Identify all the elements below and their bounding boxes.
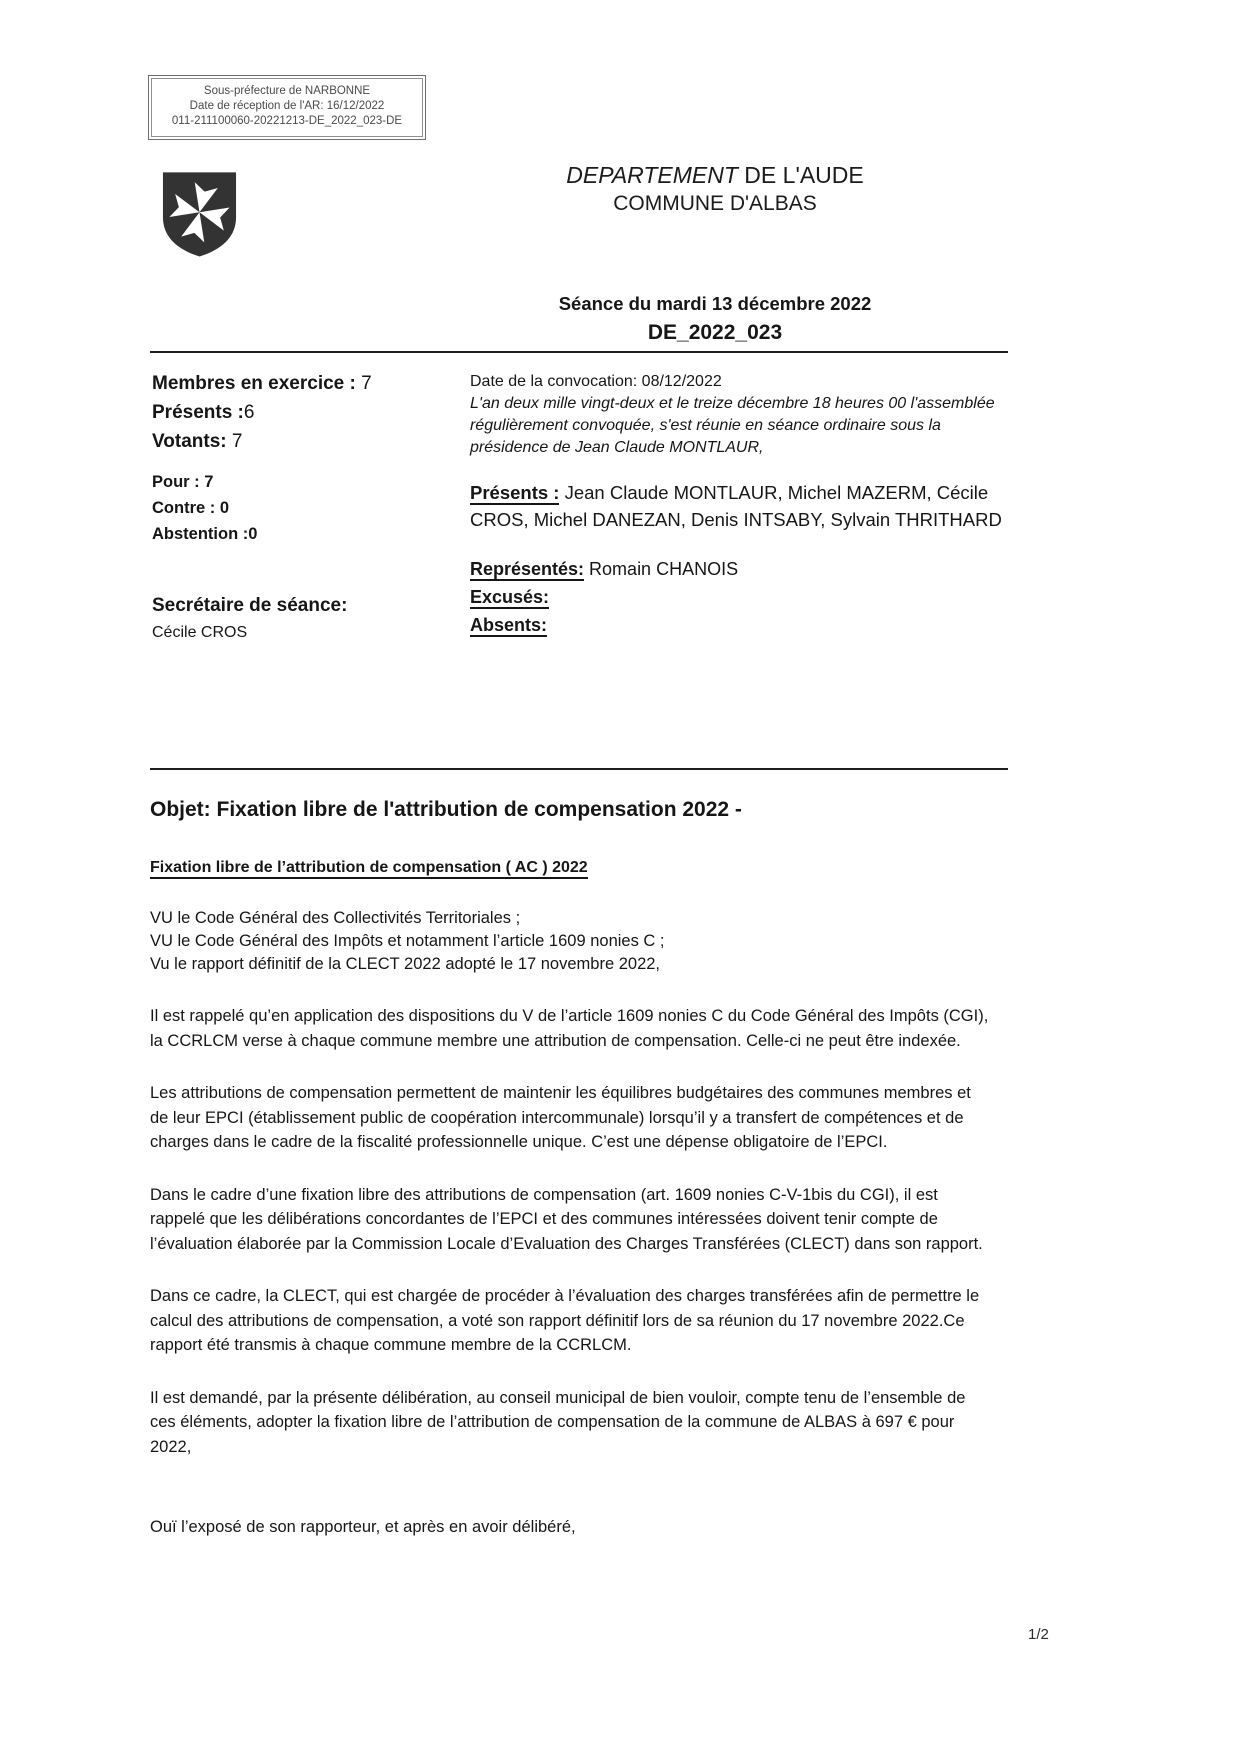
vu-line: Vu le rapport définitif de la CLECT 2022 adopté le 17 novembre 2022, xyxy=(150,955,661,973)
subject-subtitle: Fixation libre de l’attribution de compensation ( AC ) 2022 xyxy=(150,859,1022,877)
present-count: Présents :6 xyxy=(152,402,255,423)
vu-line: VU le Code Général des Collectivités Territoriales ; xyxy=(150,909,521,927)
deliberation-body xyxy=(150,796,1022,1540)
vu-line: VU le Code Général des Impôts et notamment l’article 1609 nonies C ; xyxy=(150,932,665,950)
excused-members xyxy=(470,583,1018,611)
represented-members xyxy=(470,555,1018,583)
reception-stamp-frame xyxy=(151,78,423,137)
stamp-prefecture-line: Sous-préfecture de NARBONNE xyxy=(203,85,371,97)
members-count: Membres en exercice : 7 xyxy=(152,373,372,394)
document-header xyxy=(400,160,1030,218)
legal-references xyxy=(150,907,1022,976)
absent-label: Absents: xyxy=(470,615,548,635)
session-details xyxy=(470,371,1018,639)
present-members xyxy=(470,479,1018,533)
commune-coat-of-arms xyxy=(157,166,242,262)
stamp-reference-line: 011-211100060-20221213-DE_2022_023-DE xyxy=(171,115,403,127)
divider-body xyxy=(150,768,1008,770)
convocation-date: Date de la convocation: 08/12/2022 xyxy=(470,373,722,390)
secretary-name: Cécile CROS xyxy=(152,624,248,641)
divider-top xyxy=(150,351,1008,353)
department-title xyxy=(400,160,1030,190)
department-word: DEPARTEMENT xyxy=(566,162,738,188)
stamp-reception-date-line: Date de réception de l'AR: 16/12/2022 xyxy=(189,100,385,112)
vote-results xyxy=(152,469,464,547)
votes-abstention: Abstention :0 xyxy=(152,525,258,543)
session-recital: L'an deux mille vingt-deux et le treize décembre 18 heures 00 l'assemblée régulièrement convoquée, s'est réunie en séance ordinaire sous la présidence de Jean Claude MONTLAUR, xyxy=(470,395,995,456)
body-paragraph: Dans ce cadre, la CLECT, qui est chargée de procéder à l’évaluation des charges transférées afin de permettre le calcul des attributions de compensation, a voté son rapport définitif lors de sa réunion du 17 novembre 2022.Ce rapport été transmis à chaque commune membre de la CCRLCM. xyxy=(150,1287,980,1354)
session-date: Séance du mardi 13 décembre 2022 xyxy=(558,293,872,314)
reception-stamp xyxy=(148,75,426,140)
absent-members xyxy=(470,611,1018,639)
closing-formula: Ouï l’exposé de son rapporteur, et après en avoir délibéré, xyxy=(150,1518,576,1536)
body-paragraph: Dans le cadre d’une fixation libre des attributions de compensation (art. 1609 nonies C-V-1bis du CGI), il est rappelé que les délibérations concordantes de l’EPCI et des communes intéressées doivent tenir compte de l’évaluation élaborée par la Commission Locale d’Evaluation des Charges Transférées (CLECT) dans son rapport. xyxy=(150,1185,983,1253)
deliberation-reference: DE_2022_023 xyxy=(647,321,783,344)
votes-for: Pour : 7 xyxy=(152,473,214,491)
present-members-names: Jean Claude MONTLAUR, Michel MAZERM, Cécile CROS, Michel DANEZAN, Denis INTSABY, Sylvain THRITHARD xyxy=(470,482,1002,530)
body-paragraph: Il est rappelé qu’en application des dispositions du V de l’article 1609 nonies C du Code Général des Impôts (CGI), la CCRLCM verse à chaque commune membre une attribution de compensation. Celle-ci ne peut être indexée. xyxy=(150,1007,989,1050)
represented-names: Romain CHANOIS xyxy=(584,559,739,579)
attendance-summary xyxy=(152,369,464,644)
excused-label: Excusés: xyxy=(470,587,550,607)
represented-label: Représentés: xyxy=(470,559,585,579)
department-rest: DE L'AUDE xyxy=(737,162,864,188)
secretary-label: Secrétaire de séance: xyxy=(152,595,348,616)
session-block xyxy=(400,291,1030,346)
present-members-label: Présents : xyxy=(470,482,560,503)
page-number: 1/2 xyxy=(1028,1626,1049,1643)
commune-title: COMMUNE D'ALBAS xyxy=(613,192,817,215)
maltese-cross-shield-icon xyxy=(157,166,242,262)
voters-count: Votants: 7 xyxy=(152,431,243,452)
object-title: Objet: Fixation libre de l'attribution de compensation 2022 - xyxy=(150,798,742,821)
votes-against: Contre : 0 xyxy=(152,499,230,517)
body-paragraph: Il est demandé, par la présente délibération, au conseil municipal de bien vouloir, compte tenu de l’ensemble de ces éléments, adopter la fixation libre de l’attribution de compensation de la commune de ALBAS à 697 € pour 2022, xyxy=(150,1388,966,1456)
body-paragraph: Les attributions de compensation permettent de maintenir les équilibres budgétaires des communes membres et de leur EPCI (établissement public de coopération intercommunale) lorsqu’il y a transfert de compétences et de charges dans le cadre de la fiscalité professionnelle unique. C’est une dépense obligatoire de l’EPCI. xyxy=(150,1084,971,1151)
